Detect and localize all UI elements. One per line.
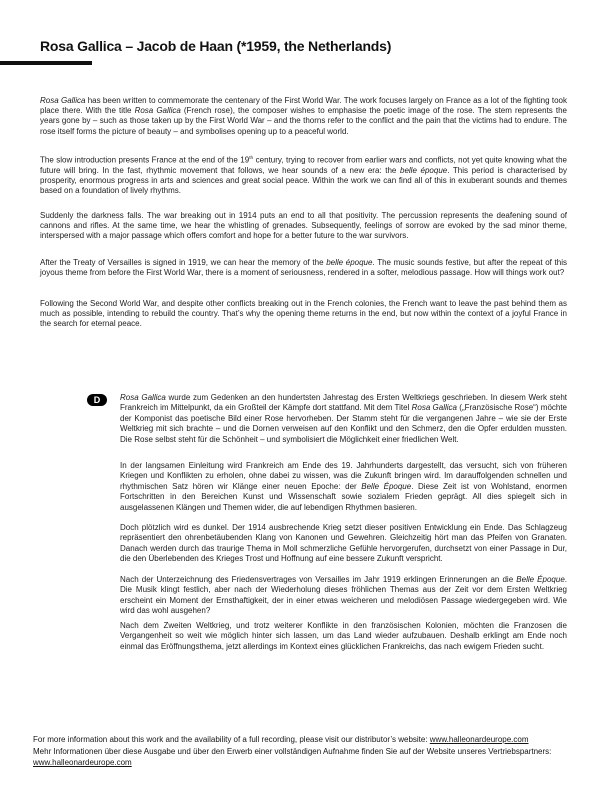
english-paragraph-1: Rosa Gallica has been written to commemorate the centenary of the First World War. The work focuses largely on France as a lot of the fighting took place there. With the title Rosa Gallica (French rose), the composer wishes to emphasise the poetic image of the rose. The stem represents the years gone by – such as those taken up by the First World War – and the thorns refer to the conflict and the pain that the victims had to endure. The rose itself forms the picture of beauty – and symbolises opening up to a peaceful world. bbox=[40, 96, 568, 136]
footer-distributor-url[interactable]: www.halleonardeurope.com bbox=[33, 758, 132, 768]
title-accent-bar bbox=[0, 61, 92, 65]
page-title: Rosa Gallica – Jacob de Haan (*1959, the Netherlands) bbox=[40, 38, 392, 54]
english-paragraph-2: The slow introduction presents France at the end of the 19th century, trying to recover from earlier wars and conflicts, not yet quite knowing what the future will bring. In the fast, rhythmic movement that follows, we hear sounds of a new era: the belle époque. This period is characterised by prosperity, enormous progress in arts and sciences and great social peace. Within the work we can find all of this in exuberant sounds and themes based on a foundation of lively rhythms. bbox=[40, 155, 568, 196]
german-paragraph-5: Nach dem Zweiten Weltkrieg, und trotz weiterer Konflikte in den französischen Kolonien, möchten die Franzosen die Vergangenheit so weit wie möglich hinter sich lassen, um das Land wieder aufzubauen. Deshalb erklingt am Ende noch einmal das Eröffnungsthema, jetzt allerdings im Kontext eines glücklichen Frankreichs, das nach ewigem Frieden sucht. bbox=[120, 621, 567, 651]
footer-line-german: Mehr Informationen über diese Ausgabe und über den Erwerb einer vollständigen Aufnahme finden Sie auf der Website unseres Vertriebspartners: bbox=[33, 746, 552, 756]
english-paragraph-5: Following the Second World War, and despite other conflicts breaking out in the French colonies, the French want to leave the past behind them as much as possible, intending to rebuild the country. That’s why the opening theme returns in the end, but now within the context of a joyful France in the search for eternal peace. bbox=[40, 299, 567, 329]
english-paragraph-4: After the Treaty of Versailles is signed in 1919, we can hear the memory of the belle époque. The music sounds festive, but after the repeat of this joyous theme from before the First World War, there is a moment of seriousness, rendered in a softer, melodious passage. How will things work out? bbox=[40, 258, 567, 278]
english-paragraph-3: Suddenly the darkness falls. The war breaking out in 1914 puts an end to all that positivity. The percussion represents the deafening sound of cannons and rifles. At the same time, we hear the whistling of grenades. Subsequently, feelings of sorrow are evoked by the sad minor theme, interspersed with a major passage which offers comfort and hope for a better future to the war survivors. bbox=[40, 211, 567, 241]
german-paragraph-2: In der langsamen Einleitung wird Frankreich am Ende des 19. Jahrhunderts dargestellt, das versucht, sich von früheren Kriegen und Konflikten zu erholen, ohne dabei zu wissen, was die Zukunft bringen wird. Im darauffolgenden schnellen und rhythmischen Satz hören wir Klänge einer neuen Epoche: der Belle Époque. Diese Zeit ist von Wohlstand, enormen Fortschritten in den Bereichen Kunst und Wissenschaft sowie sozialem Frieden geprägt. All dies spiegelt sich in ausgelassenen Klängen und Themen wider, die auf lebendigen Rhythmen basieren. bbox=[120, 461, 567, 512]
german-paragraph-4: Nach der Unterzeichnung des Friedensvertrages von Versailles im Jahr 1919 erklingen Erinnerungen an die Belle Époque. Die Musik klingt festlich, aber nach der Wiederholung dieses fröhlichen Themas aus der Zeit vor dem Ersten Weltkrieg erscheint ein Moment der Ernsthaftigkeit, der in einer etwas weicheren und melodiösen Passage wiedergegeben wird. Wie wird das wohl ausgehen? bbox=[120, 575, 568, 616]
footer bbox=[33, 734, 574, 769]
language-badge-german: D bbox=[87, 394, 107, 406]
german-paragraph-3: Doch plötzlich wird es dunkel. Der 1914 ausbrechende Krieg setzt dieser positiven Entwicklung ein Ende. Das Schlagzeug repräsentiert den ohrenbetäubenden Klang von Kanonen und Gewehren. Gleichzeitig hört man das Pfeifen von Granaten. Danach werden durch das traurige Thema in Moll schmerzliche Gefühle hervorgerufen, durchsetzt von einer Passage in Dur, die den Überlebenden des Krieges Trost und Hoffnung auf eine bessere Zukunft verspricht. bbox=[120, 523, 567, 564]
german-paragraph-1: Rosa Gallica wurde zum Gedenken an den hundertsten Jahrestag des Ersten Weltkriegs geschrieben. In diesem Werk steht Frankreich im Mittelpunkt, da ein Großteil der Kämpfe dort stattfand. Mit dem Titel Rosa Gallica („Französische Rose“) möchte der Komponist das poetische Bild einer Rose hervorheben. Der Stamm steht für die vergangenen Jahre – wie sie der Erste Weltkrieg mit sich brachte – und die Dornen verweisen auf den Konflikt und den Schmerz, den die Opfer erdulden mussten. Die Rose selbst steht für die Schönheit – und symbolisiert die Möglichkeit einer friedlichen Welt. bbox=[120, 393, 568, 444]
footer-line-english[interactable]: For more information about this work and the availability of a full recording, please visit our distributor’s website: www.halleonardeurope.com bbox=[33, 735, 529, 744]
